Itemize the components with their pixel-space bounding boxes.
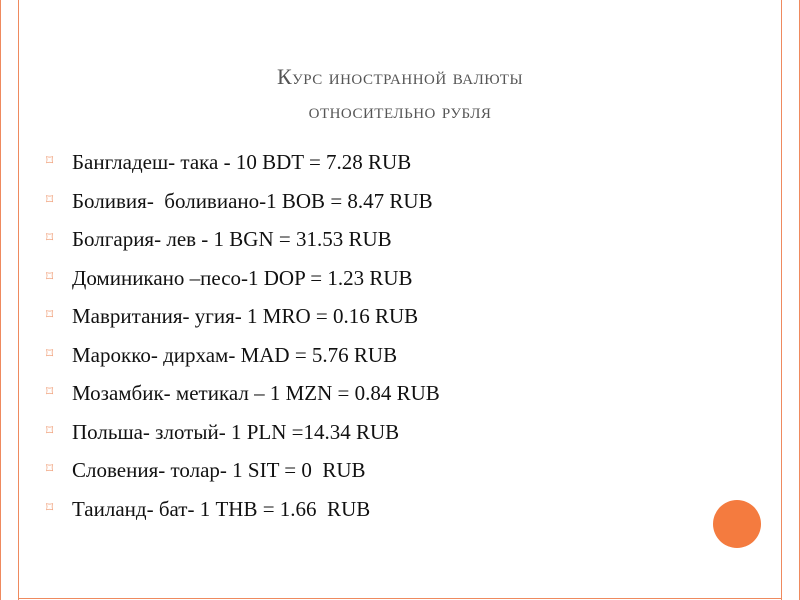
list-item [46, 453, 746, 492]
bullet-icon: ⌑ [46, 192, 54, 208]
list-item-text: Боливия- боливиано-1 BOB = 8.47 RUB [72, 188, 433, 213]
list-item [46, 492, 746, 531]
list-item [46, 184, 746, 223]
bullet-icon: ⌑ [46, 462, 54, 477]
bullet-icon: ⌑ [46, 231, 54, 246]
list-item-text: Польша- злотый- 1 PLN =14.34 RUB [72, 419, 400, 444]
list-item-text: Марокко- дирхам- MAD = 5.76 RUB [72, 342, 398, 367]
bullet-icon: ⌑ [46, 500, 54, 516]
slide-title-line-2: относительно рубля [308, 98, 492, 123]
bullet-icon: ⌑ [46, 423, 54, 439]
bullet-icon: ⌑ [46, 346, 54, 362]
list-item-text: Словения- толар- 1 SIT = 0 RUB [72, 458, 366, 482]
slide-border-bottom [18, 598, 782, 599]
list-item [46, 415, 746, 454]
list-item [46, 261, 746, 300]
bullet-icon: ⌑ [46, 385, 54, 400]
list-item [46, 145, 746, 184]
list-item [46, 338, 746, 377]
list-item [46, 222, 746, 261]
slide-title [70, 60, 730, 128]
bullet-icon: ⌑ [46, 154, 54, 169]
list-item-text: Болгария- лев - 1 BGN = 31.53 RUB [72, 227, 392, 251]
list-item-text: Мавритания- угия- 1 MRO = 0.16 RUB [72, 304, 419, 328]
bullet-icon: ⌑ [46, 269, 54, 285]
list-item-text: Мозамбик- метикал – 1 MZN = 0.84 RUB [72, 381, 440, 405]
list-item-text: Доминикано –песо-1 DOP = 1.23 RUB [72, 265, 413, 290]
list-item [46, 299, 746, 338]
currency-list [46, 145, 746, 530]
decorative-circle [713, 500, 761, 548]
list-item-text: Бангладеш- така - 10 BDT = 7.28 RUB [72, 150, 412, 174]
list-item [46, 376, 746, 415]
bullet-icon: ⌑ [46, 308, 54, 323]
slide-title-line-1: Курс иностранной валюты [276, 64, 524, 89]
list-item-text: Таиланд- бат- 1 THB = 1.66 RUB [72, 496, 371, 521]
